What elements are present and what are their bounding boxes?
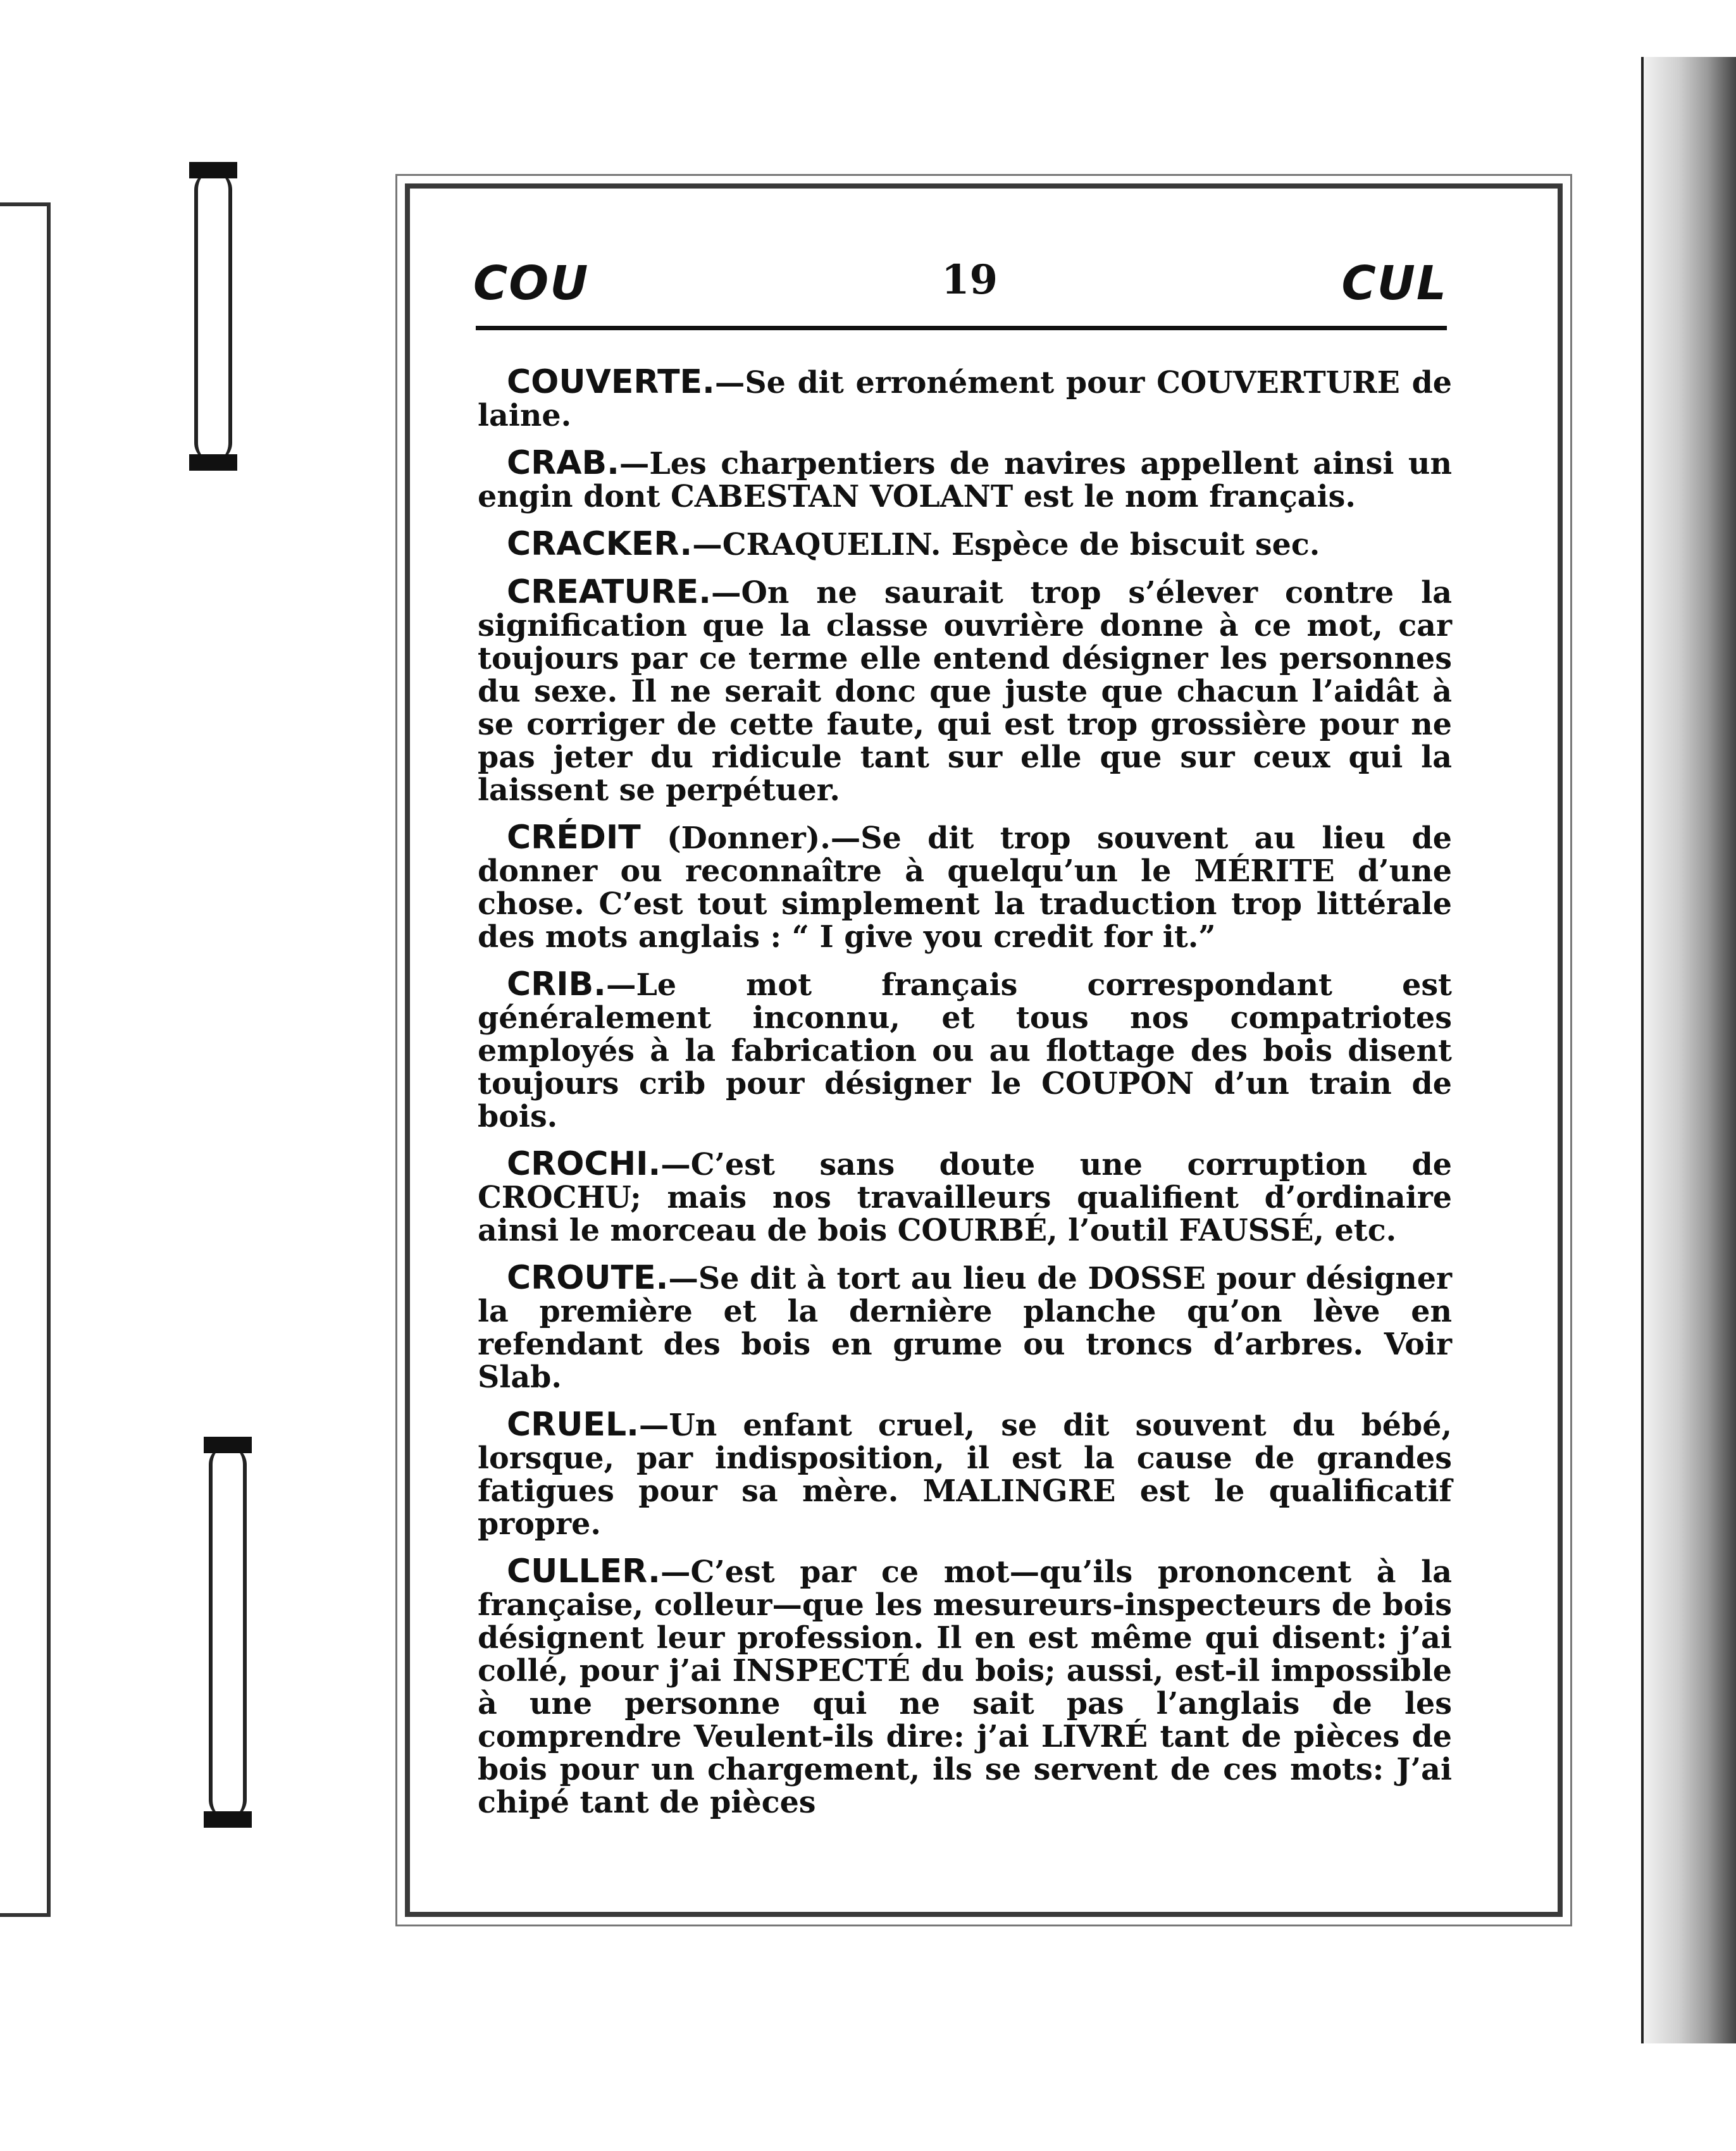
entry-crab [478,444,1452,514]
entry-culler [478,1555,1452,1819]
entry-credit [478,821,1452,953]
definition: —C’est sans doute une corruption de CROCHU; mais nos travailleurs qualifient d’ordinaire ainsi le morceau de bois COURBÉ, l’outil FAUSSÉ, etc. [478,1147,1452,1248]
definition: —Un enfant cruel, se dit souvent du bébé, lorsque, par indisposition, il est la cause de grandes fatigues pour sa mère. MALINGRE est le qualificatif propre. [478,1408,1452,1542]
previous-page-edge [0,202,51,1917]
page-number: 19 [941,256,998,304]
definition: —On ne saurait trop s’élever contre la signification que la classe ouvrière donne à ce mot, car toujours par ce terme elle entend désigner les personnes du sexe. Il ne serait donc que juste que chacun l’aidât à se corriger de cette faute, qui est trop grossière pour ne pas jeter du ridicule tant sur elle que sur ceux qui la laissent se perpétuer. [478,575,1452,808]
entry-cruel [478,1408,1452,1540]
headword: CRIB. [507,965,606,1003]
definition: —Se dit à tort au lieu de DOSSE pour désigner la première et la dernière planche qu’on lève en refendant des bois en grume ou troncs d’arbres. Voir Slab. [478,1261,1452,1395]
headword: CULLER. [507,1553,660,1590]
definition: —Les charpentiers de navires appellent ainsi un engin dont CABESTAN VOLANT est le nom français. [478,446,1452,514]
definition: —C’est par ce mot—qu’ils prononcent à la française, colleur—que les mesureurs-inspecteurs de bois désignent leur profession. Il en est même qui disent: j’ai collé, pour j’ai INSPECTÉ du bois; aussi, est-il impossible à une personne qui ne sait pas l’anglais de les comprendre Veulent-ils dire: j’ai LIVRÉ tant de pièces de bois pour un chargement, ils se servent de ces mots: J’ai chipé tant de pièces [478,1554,1452,1820]
right-guide-word: CUL [1341,256,1448,311]
headword: CROUTE. [507,1259,669,1297]
left-guide-word: COU [473,256,590,311]
headword: CRÉDIT [507,819,641,857]
entry-cracker [478,525,1452,563]
page-stack-edge [1641,57,1736,2043]
header-rule [476,326,1447,330]
entry-couverte [478,363,1452,433]
headword: CRAB. [507,444,619,482]
running-header [473,256,1448,326]
definition: —Le mot français correspondant est généralement inconnu, et tous nos compatriotes employés à la fabrication ou au flottage des bois disent toujours crib pour désigner le COUPON d’un train de bois. [478,967,1452,1134]
entry-creature [478,573,1452,808]
dictionary-text [478,363,1452,1833]
headword: CROCHI. [507,1145,661,1183]
headword: CRACKER. [507,525,693,563]
definition: (Donner).—Se dit trop souvent au lieu de donner ou reconnaître à quelqu’un le MÉRITE d’une chose. C’est tout simplement la traduction trop littérale des mots anglais : “ I give you credit for it.” [478,821,1452,955]
definition: —Se dit erronément pour COUVERTURE de laine. [478,365,1452,433]
binding-stitch-top [194,171,232,462]
entry-croute [478,1261,1452,1394]
headword: CREATURE. [507,573,711,611]
entry-crochi [478,1145,1452,1248]
headword: CRUEL. [507,1406,639,1444]
definition: —CRAQUELIN. Espèce de biscuit sec. [692,527,1320,562]
headword: COUVERTE. [507,363,715,401]
binding-stitch-bottom [209,1446,247,1819]
entry-crib [478,965,1452,1134]
